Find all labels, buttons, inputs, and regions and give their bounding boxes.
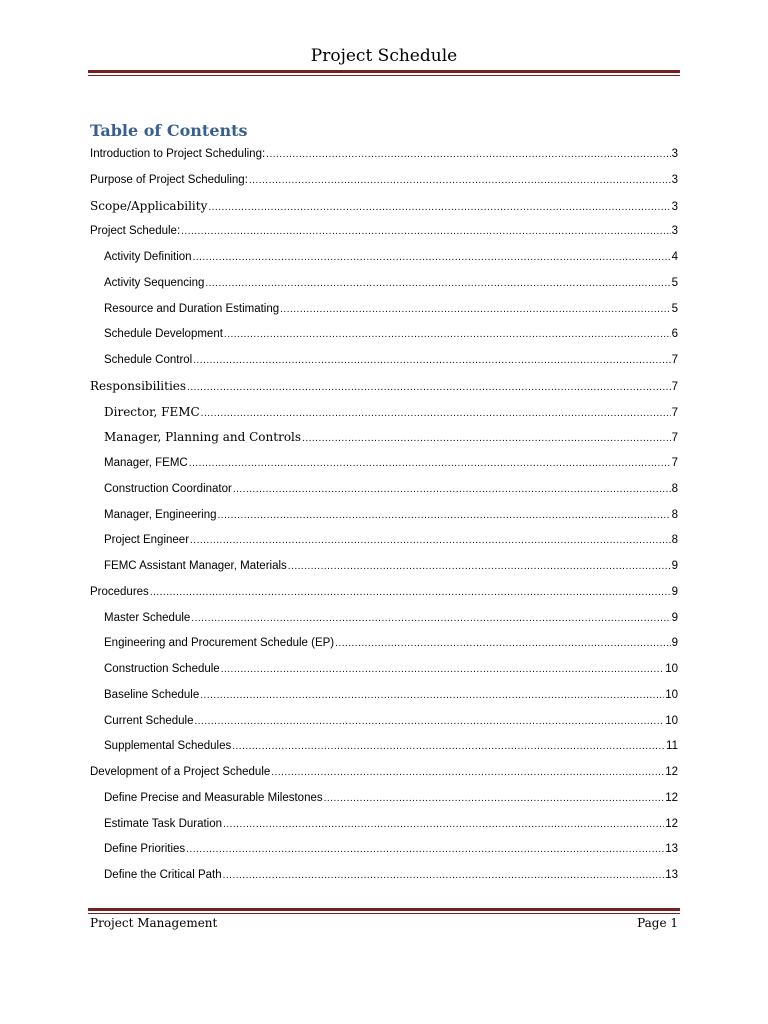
- toc-entry-page-number: 12: [665, 791, 678, 804]
- toc-entry-label: Director, FEMC: [104, 404, 200, 419]
- toc-entry-label: Define Precise and Measurable Milestones: [104, 791, 323, 804]
- toc-entry[interactable]: [90, 503, 680, 529]
- footer-document-title: Project Management: [90, 916, 218, 930]
- toc-entry[interactable]: [90, 477, 680, 503]
- toc-entry[interactable]: [90, 348, 680, 374]
- toc-dot-leader: [302, 426, 671, 452]
- toc-entry[interactable]: [90, 451, 680, 477]
- toc-dot-leader: [193, 245, 671, 271]
- footer-page-number: Page 1: [637, 916, 678, 930]
- toc-entry[interactable]: [90, 425, 680, 451]
- toc-dot-leader: [280, 297, 670, 323]
- toc-entry-label: Manager, Engineering: [104, 508, 217, 521]
- toc-dot-leader: [186, 837, 664, 863]
- toc-dot-leader: [190, 528, 671, 554]
- toc-entry-page-number: 11: [666, 740, 678, 753]
- table-of-contents: [90, 142, 680, 889]
- toc-entry[interactable]: [90, 631, 680, 657]
- toc-dot-leader: [208, 195, 670, 221]
- toc-entry-label: Project Engineer: [104, 534, 190, 547]
- toc-entry[interactable]: [90, 528, 680, 554]
- toc-entry[interactable]: [90, 657, 680, 683]
- header-divider: [88, 70, 680, 76]
- toc-entry-label: Purpose of Project Scheduling:: [90, 173, 248, 186]
- toc-entry-label: Construction Schedule: [104, 663, 220, 675]
- toc-dot-leader: [195, 709, 665, 735]
- toc-entry-page-number: 3: [671, 225, 678, 238]
- toc-dot-leader: [288, 554, 671, 580]
- toc-entry-page-number: 7: [671, 457, 678, 469]
- toc-dot-leader: [201, 401, 671, 427]
- toc-entry-label: Manager, Planning and Controls: [104, 430, 302, 445]
- toc-entry-page-number: 6: [671, 328, 678, 341]
- toc-entry-label: Master Schedule: [104, 611, 191, 624]
- toc-dot-leader: [191, 606, 670, 632]
- toc-entry[interactable]: [90, 580, 680, 606]
- toc-entry-page-number: 4: [671, 251, 678, 263]
- toc-entry-page-number: 5: [671, 276, 678, 289]
- toc-entry[interactable]: [90, 219, 680, 245]
- toc-entry[interactable]: [90, 812, 680, 838]
- toc-dot-leader: [232, 734, 665, 760]
- toc-entry-label: Procedures: [90, 585, 149, 598]
- toc-entry-page-number: 13: [665, 843, 678, 856]
- toc-entry[interactable]: [90, 554, 680, 580]
- toc-entry-label: Define Priorities: [104, 843, 186, 856]
- toc-entry[interactable]: [90, 271, 680, 297]
- toc-entry-label: Manager, FEMC: [104, 457, 188, 469]
- toc-entry[interactable]: [90, 863, 680, 889]
- toc-entry[interactable]: [90, 322, 680, 348]
- toc-entry[interactable]: [90, 837, 680, 863]
- toc-entry-label: Schedule Development: [104, 328, 223, 341]
- toc-entry[interactable]: [90, 683, 680, 709]
- toc-entry-page-number: 8: [671, 482, 678, 495]
- toc-entry-page-number: 9: [671, 611, 678, 624]
- toc-dot-leader: [187, 375, 671, 401]
- toc-entry-page-number: 5: [671, 302, 678, 315]
- toc-entry[interactable]: [90, 297, 680, 323]
- toc-entry-label: Introduction to Project Scheduling:: [90, 148, 266, 160]
- toc-entry-label: Baseline Schedule: [104, 688, 200, 701]
- toc-entry-page-number: 3: [671, 173, 678, 186]
- toc-entry-label: Resource and Duration Estimating: [104, 302, 280, 315]
- toc-dot-leader: [193, 348, 670, 374]
- footer-divider-thick: [88, 908, 680, 911]
- toc-dot-leader: [205, 271, 670, 297]
- toc-entry[interactable]: [90, 142, 680, 168]
- toc-entry-label: FEMC Assistant Manager, Materials: [104, 560, 287, 572]
- toc-entry[interactable]: [90, 606, 680, 632]
- toc-entry-page-number: 13: [665, 869, 678, 881]
- toc-entry-page-number: 7: [671, 380, 678, 393]
- header-divider-thin: [88, 75, 680, 76]
- toc-entry-page-number: 7: [671, 432, 678, 445]
- page-header-title: Project Schedule: [310, 46, 458, 66]
- toc-entry-label: Activity Sequencing: [104, 276, 205, 289]
- toc-dot-leader: [181, 219, 670, 245]
- toc-entry[interactable]: [90, 760, 680, 786]
- toc-dot-leader: [200, 683, 664, 709]
- toc-entry-page-number: 8: [671, 508, 678, 521]
- header-divider-thick: [88, 70, 680, 73]
- toc-entry[interactable]: [90, 168, 680, 194]
- toc-entry-page-number: 9: [671, 637, 678, 650]
- toc-entry-label: Supplemental Schedules: [104, 740, 232, 753]
- toc-entry-page-number: 12: [665, 817, 678, 830]
- toc-entry-page-number: 8: [671, 534, 678, 547]
- toc-entry-page-number: 7: [671, 354, 678, 366]
- toc-entry-label: Construction Coordinator: [104, 482, 232, 495]
- toc-entry-page-number: 3: [671, 148, 678, 160]
- toc-entry-label: Scope/Applicability: [90, 198, 208, 213]
- footer-divider-thin: [88, 913, 680, 914]
- toc-entry-page-number: 9: [671, 560, 678, 572]
- toc-dot-leader: [335, 631, 670, 657]
- toc-entry[interactable]: [90, 374, 680, 400]
- toc-entry-label: Estimate Task Duration: [104, 817, 223, 830]
- toc-entry-page-number: 12: [665, 766, 678, 778]
- toc-entry-page-number: 10: [665, 714, 678, 727]
- toc-entry[interactable]: [90, 709, 680, 735]
- toc-entry-label: Project Schedule:: [90, 225, 181, 238]
- toc-heading: Table of Contents: [90, 121, 248, 140]
- toc-entry-page-number: 3: [671, 200, 678, 213]
- toc-dot-leader: [189, 451, 671, 477]
- toc-entry-page-number: 10: [665, 688, 678, 701]
- toc-dot-leader: [324, 786, 665, 812]
- toc-entry[interactable]: [90, 400, 680, 426]
- toc-dot-leader: [221, 657, 664, 683]
- toc-entry-page-number: 7: [671, 406, 678, 419]
- toc-dot-leader: [150, 580, 671, 606]
- toc-entry-label: Current Schedule: [104, 714, 194, 727]
- toc-entry[interactable]: [90, 194, 680, 220]
- toc-entry-label: Activity Definition: [104, 251, 192, 263]
- toc-entry[interactable]: [90, 734, 680, 760]
- toc-entry-page-number: 10: [665, 663, 678, 675]
- toc-entry[interactable]: [90, 786, 680, 812]
- toc-dot-leader: [224, 322, 671, 348]
- toc-entry-label: Schedule Control: [104, 354, 193, 366]
- toc-dot-leader: [218, 503, 671, 529]
- toc-dot-leader: [223, 863, 665, 889]
- toc-dot-leader: [223, 812, 664, 838]
- footer-divider: [88, 908, 680, 914]
- toc-dot-leader: [249, 168, 671, 194]
- toc-entry-label: Responsibilities: [90, 378, 187, 393]
- toc-dot-leader: [266, 142, 670, 168]
- toc-entry-page-number: 9: [671, 585, 678, 598]
- toc-dot-leader: [233, 477, 671, 503]
- toc-entry-label: Development of a Project Schedule: [90, 766, 271, 778]
- toc-entry-label: Define the Critical Path: [104, 869, 222, 881]
- toc-entry-label: Engineering and Procurement Schedule (EP): [104, 637, 335, 650]
- toc-dot-leader: [271, 760, 664, 786]
- toc-entry[interactable]: [90, 245, 680, 271]
